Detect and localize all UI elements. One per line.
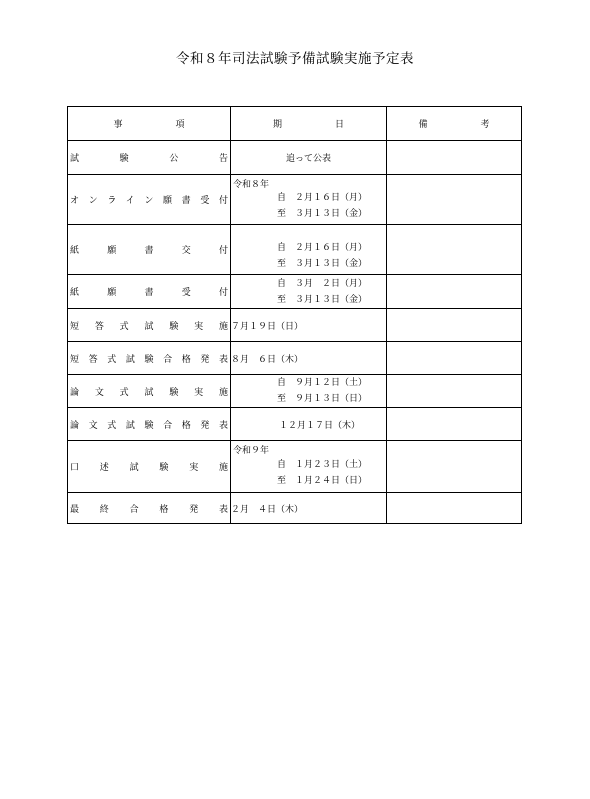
table-row <box>68 375 522 408</box>
row-item: 試験公告 <box>68 141 231 175</box>
era-label: 令和９年 <box>233 446 270 456</box>
row-remarks <box>387 175 522 225</box>
row-date: 令和９年 自 １月２３日（土） 至 １月２４日（日） <box>231 441 387 493</box>
header-item: 事 項 <box>68 107 231 141</box>
row-date: 自 ２月１６日（月） 至 ３月１３日（金） <box>231 225 387 275</box>
row-date: １２月１７日（木） <box>231 408 387 441</box>
row-item: 論文式試験実施 <box>68 375 231 408</box>
row-remarks <box>387 408 522 441</box>
row-item: オンライン願書受付 <box>68 175 231 225</box>
row-item: 論文式試験合格発表 <box>68 408 231 441</box>
table-row <box>68 441 522 493</box>
table-row <box>68 141 522 175</box>
row-item: 短答式試験実施 <box>68 309 231 342</box>
era-label: 令和８年 <box>233 180 270 190</box>
row-date: ２月 ４日（木） <box>231 493 387 524</box>
row-item: 紙願書受付 <box>68 275 231 309</box>
row-date: 令和８年 自 ２月１６日（月） 至 ３月１３日（金） <box>231 175 387 225</box>
schedule-table <box>67 106 522 524</box>
row-date: 追って公表 <box>231 141 387 175</box>
table-row <box>68 342 522 375</box>
table-row <box>68 225 522 275</box>
row-remarks <box>387 141 522 175</box>
header-remarks: 備 考 <box>387 107 522 141</box>
row-date: 自 ３月 ２日（月） 至 ３月１３日（金） <box>231 275 387 309</box>
table-row <box>68 275 522 309</box>
row-item: 短答式試験合格発表 <box>68 342 231 375</box>
header-row <box>68 107 522 141</box>
row-remarks <box>387 342 522 375</box>
row-date: ７月１９日（日） <box>231 309 387 342</box>
row-remarks <box>387 493 522 524</box>
page-title: 令和８年司法試験予備試験実施予定表 <box>176 51 414 67</box>
row-remarks <box>387 375 522 408</box>
row-remarks <box>387 225 522 275</box>
row-item: 最終合格発表 <box>68 493 231 524</box>
row-date: ８月 ６日（木） <box>231 342 387 375</box>
table-row <box>68 309 522 342</box>
row-remarks <box>387 275 522 309</box>
header-date: 期 日 <box>231 107 387 141</box>
row-item: 口述試験実施 <box>68 441 231 493</box>
table-row <box>68 493 522 524</box>
row-remarks <box>387 441 522 493</box>
table-row <box>68 408 522 441</box>
row-item: 紙願書交付 <box>68 225 231 275</box>
table-row <box>68 175 522 225</box>
row-remarks <box>387 309 522 342</box>
row-date: 自 ９月１２日（土） 至 ９月１３日（日） <box>231 375 387 408</box>
